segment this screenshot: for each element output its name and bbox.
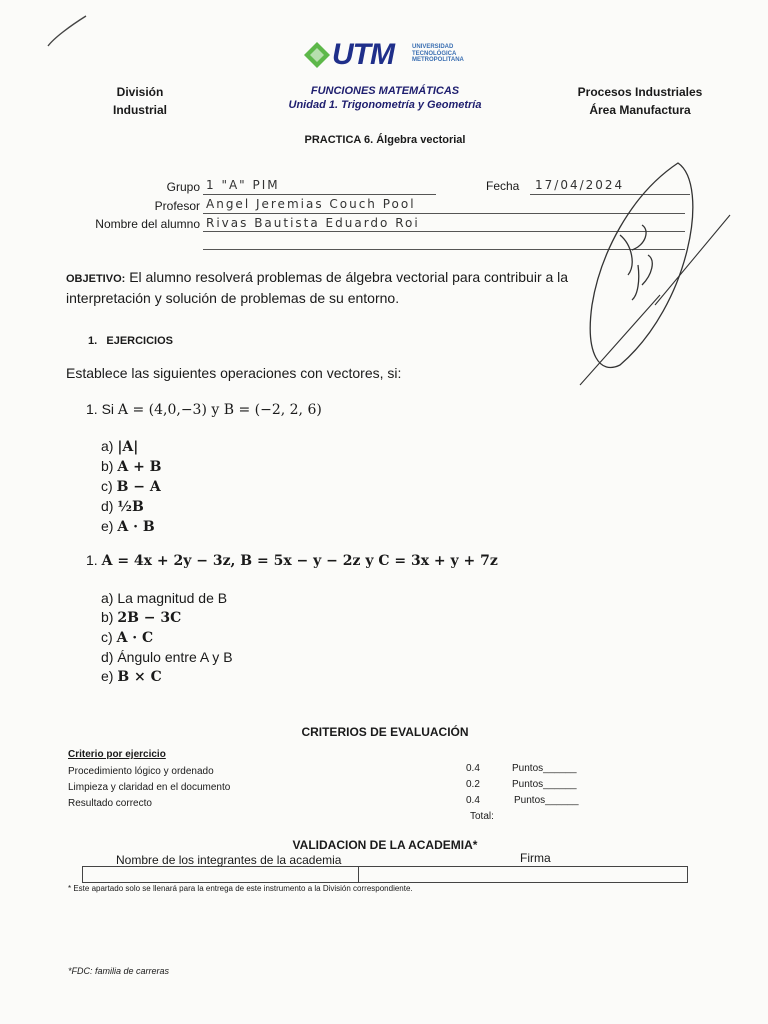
area-block: [560, 83, 720, 119]
criteria-header: Criterio por ejercicio: [68, 749, 166, 760]
item-text: A + B: [117, 459, 162, 475]
logo-sub-3: METROPOLITANA: [412, 57, 464, 63]
criteria-row-name: Procedimiento lógico y ordenado: [68, 766, 214, 777]
grupo-value: 1 "A" PIM: [206, 178, 280, 192]
criteria-row-name: Resultado correcto: [68, 798, 152, 809]
question-2-items: [101, 589, 233, 687]
criteria-row-unit: Puntos______: [514, 795, 579, 806]
item-text: A · B: [117, 519, 155, 535]
unit-title: Unidad 1. Trigonometría y Geometría: [288, 99, 482, 111]
question-2-number: 1.: [86, 552, 98, 568]
criteria-title: CRITERIOS DE EVALUACIÓN: [301, 725, 469, 739]
question-1-number: 1. Si: [86, 401, 115, 417]
objective-line-2: interpretación y solución de problemas de su entorno.: [66, 290, 400, 306]
criteria-row-unit: Puntos______: [512, 779, 577, 790]
item-letter: e): [101, 668, 114, 684]
validation-divider: [358, 867, 359, 882]
item-letter: c): [101, 629, 113, 645]
validation-table: [82, 866, 688, 883]
question-1-statement: A = (4,0,−3) y B = (−2, 2, 6): [117, 402, 322, 418]
item-text: La magnitud de B: [117, 590, 228, 606]
list-item: [101, 517, 162, 537]
list-item: [101, 628, 233, 648]
item-text: ½B: [117, 499, 144, 515]
area-line-1: Procesos Industriales: [577, 85, 703, 99]
criteria-row-unit: Puntos______: [512, 763, 577, 774]
question-2: [86, 552, 498, 569]
item-text: |A|: [117, 439, 139, 455]
list-item: [101, 608, 233, 628]
objective-block: [66, 268, 686, 308]
pen-mark: [40, 12, 90, 52]
item-text: Ángulo entre A y B: [117, 649, 233, 665]
validation-title: VALIDACION DE LA ACADEMIA*: [292, 838, 478, 852]
item-letter: d): [101, 498, 114, 514]
validation-footnote: * Este apartado solo se llenará para la entrega de este instrumento a la División correspondiente.: [68, 884, 413, 893]
division-line-1: División: [116, 85, 164, 99]
item-text: B × C: [117, 669, 162, 685]
item-letter: e): [101, 518, 114, 534]
objective-label: OBJETIVO:: [66, 273, 126, 285]
question-1: [86, 401, 322, 418]
validation-col-names: Nombre de los integrantes de la academia: [116, 853, 342, 867]
criteria-total-label: Total:: [470, 811, 494, 822]
subject-block: [250, 84, 520, 112]
alumno-value: Rivas Bautista Eduardo Roi: [206, 216, 420, 230]
logo-sub-2: TECNOLÓGICA: [412, 50, 457, 57]
grupo-label: Grupo: [166, 180, 200, 194]
division-line-2: Industrial: [112, 103, 167, 117]
list-item: [101, 497, 162, 517]
division-block: [90, 83, 190, 119]
criteria-row-value: 0.2: [466, 779, 480, 790]
subject-title: FUNCIONES MATEMÁTICAS: [310, 85, 460, 97]
footer-note: *FDC: familia de carreras: [68, 966, 170, 976]
question-1-items: [101, 437, 162, 537]
list-item: [101, 457, 162, 477]
item-letter: a): [101, 438, 114, 454]
list-item: [101, 589, 233, 608]
profesor-label: Profesor: [154, 199, 200, 213]
list-item: [101, 667, 233, 687]
exercises-intro: Establece las siguientes operaciones con vectores, si:: [66, 365, 402, 381]
objective-line-1: El alumno resolverá problemas de álgebra vectorial para contribuir a la: [129, 269, 569, 285]
item-text: A · C: [116, 630, 154, 646]
item-text: 2B − 3C: [117, 610, 182, 626]
item-letter: a): [101, 590, 114, 606]
list-item: [101, 477, 162, 497]
logo-sub-1: UNIVERSIDAD: [412, 44, 454, 50]
profesor-value: Angel Jeremias Couch Pool: [206, 197, 416, 211]
criteria-row-value: 0.4: [466, 795, 480, 806]
item-letter: c): [101, 478, 113, 494]
alumno-label: Nombre del alumno: [95, 217, 200, 231]
criteria-row-name: Limpieza y claridad en el documento: [68, 782, 231, 793]
list-item: [101, 648, 233, 667]
item-letter: d): [101, 649, 114, 665]
grupo-line: [203, 194, 436, 195]
section-heading: [88, 335, 173, 347]
logo-letters: UTM: [332, 38, 394, 71]
fecha-value: 17/04/2024: [535, 178, 625, 192]
section-title: EJERCICIOS: [106, 335, 173, 347]
section-number: 1.: [88, 335, 98, 347]
validation-col-firma: Firma: [520, 851, 551, 865]
logo-diamond-icon: [302, 40, 332, 70]
practice-title: PRACTICA 6. Álgebra vectorial: [304, 134, 466, 146]
question-2-statement: A = 4x + 2y − 3z, B = 5x − y − 2z y C = 3x + y + 7z: [101, 553, 498, 569]
fecha-label: Fecha: [486, 179, 520, 193]
utm-logo: [302, 38, 492, 72]
item-text: B − A: [116, 479, 161, 495]
item-letter: b): [101, 458, 114, 474]
area-line-2: Área Manufactura: [589, 103, 691, 117]
item-letter: b): [101, 609, 114, 625]
list-item: [101, 437, 162, 457]
criteria-row-value: 0.4: [466, 763, 480, 774]
